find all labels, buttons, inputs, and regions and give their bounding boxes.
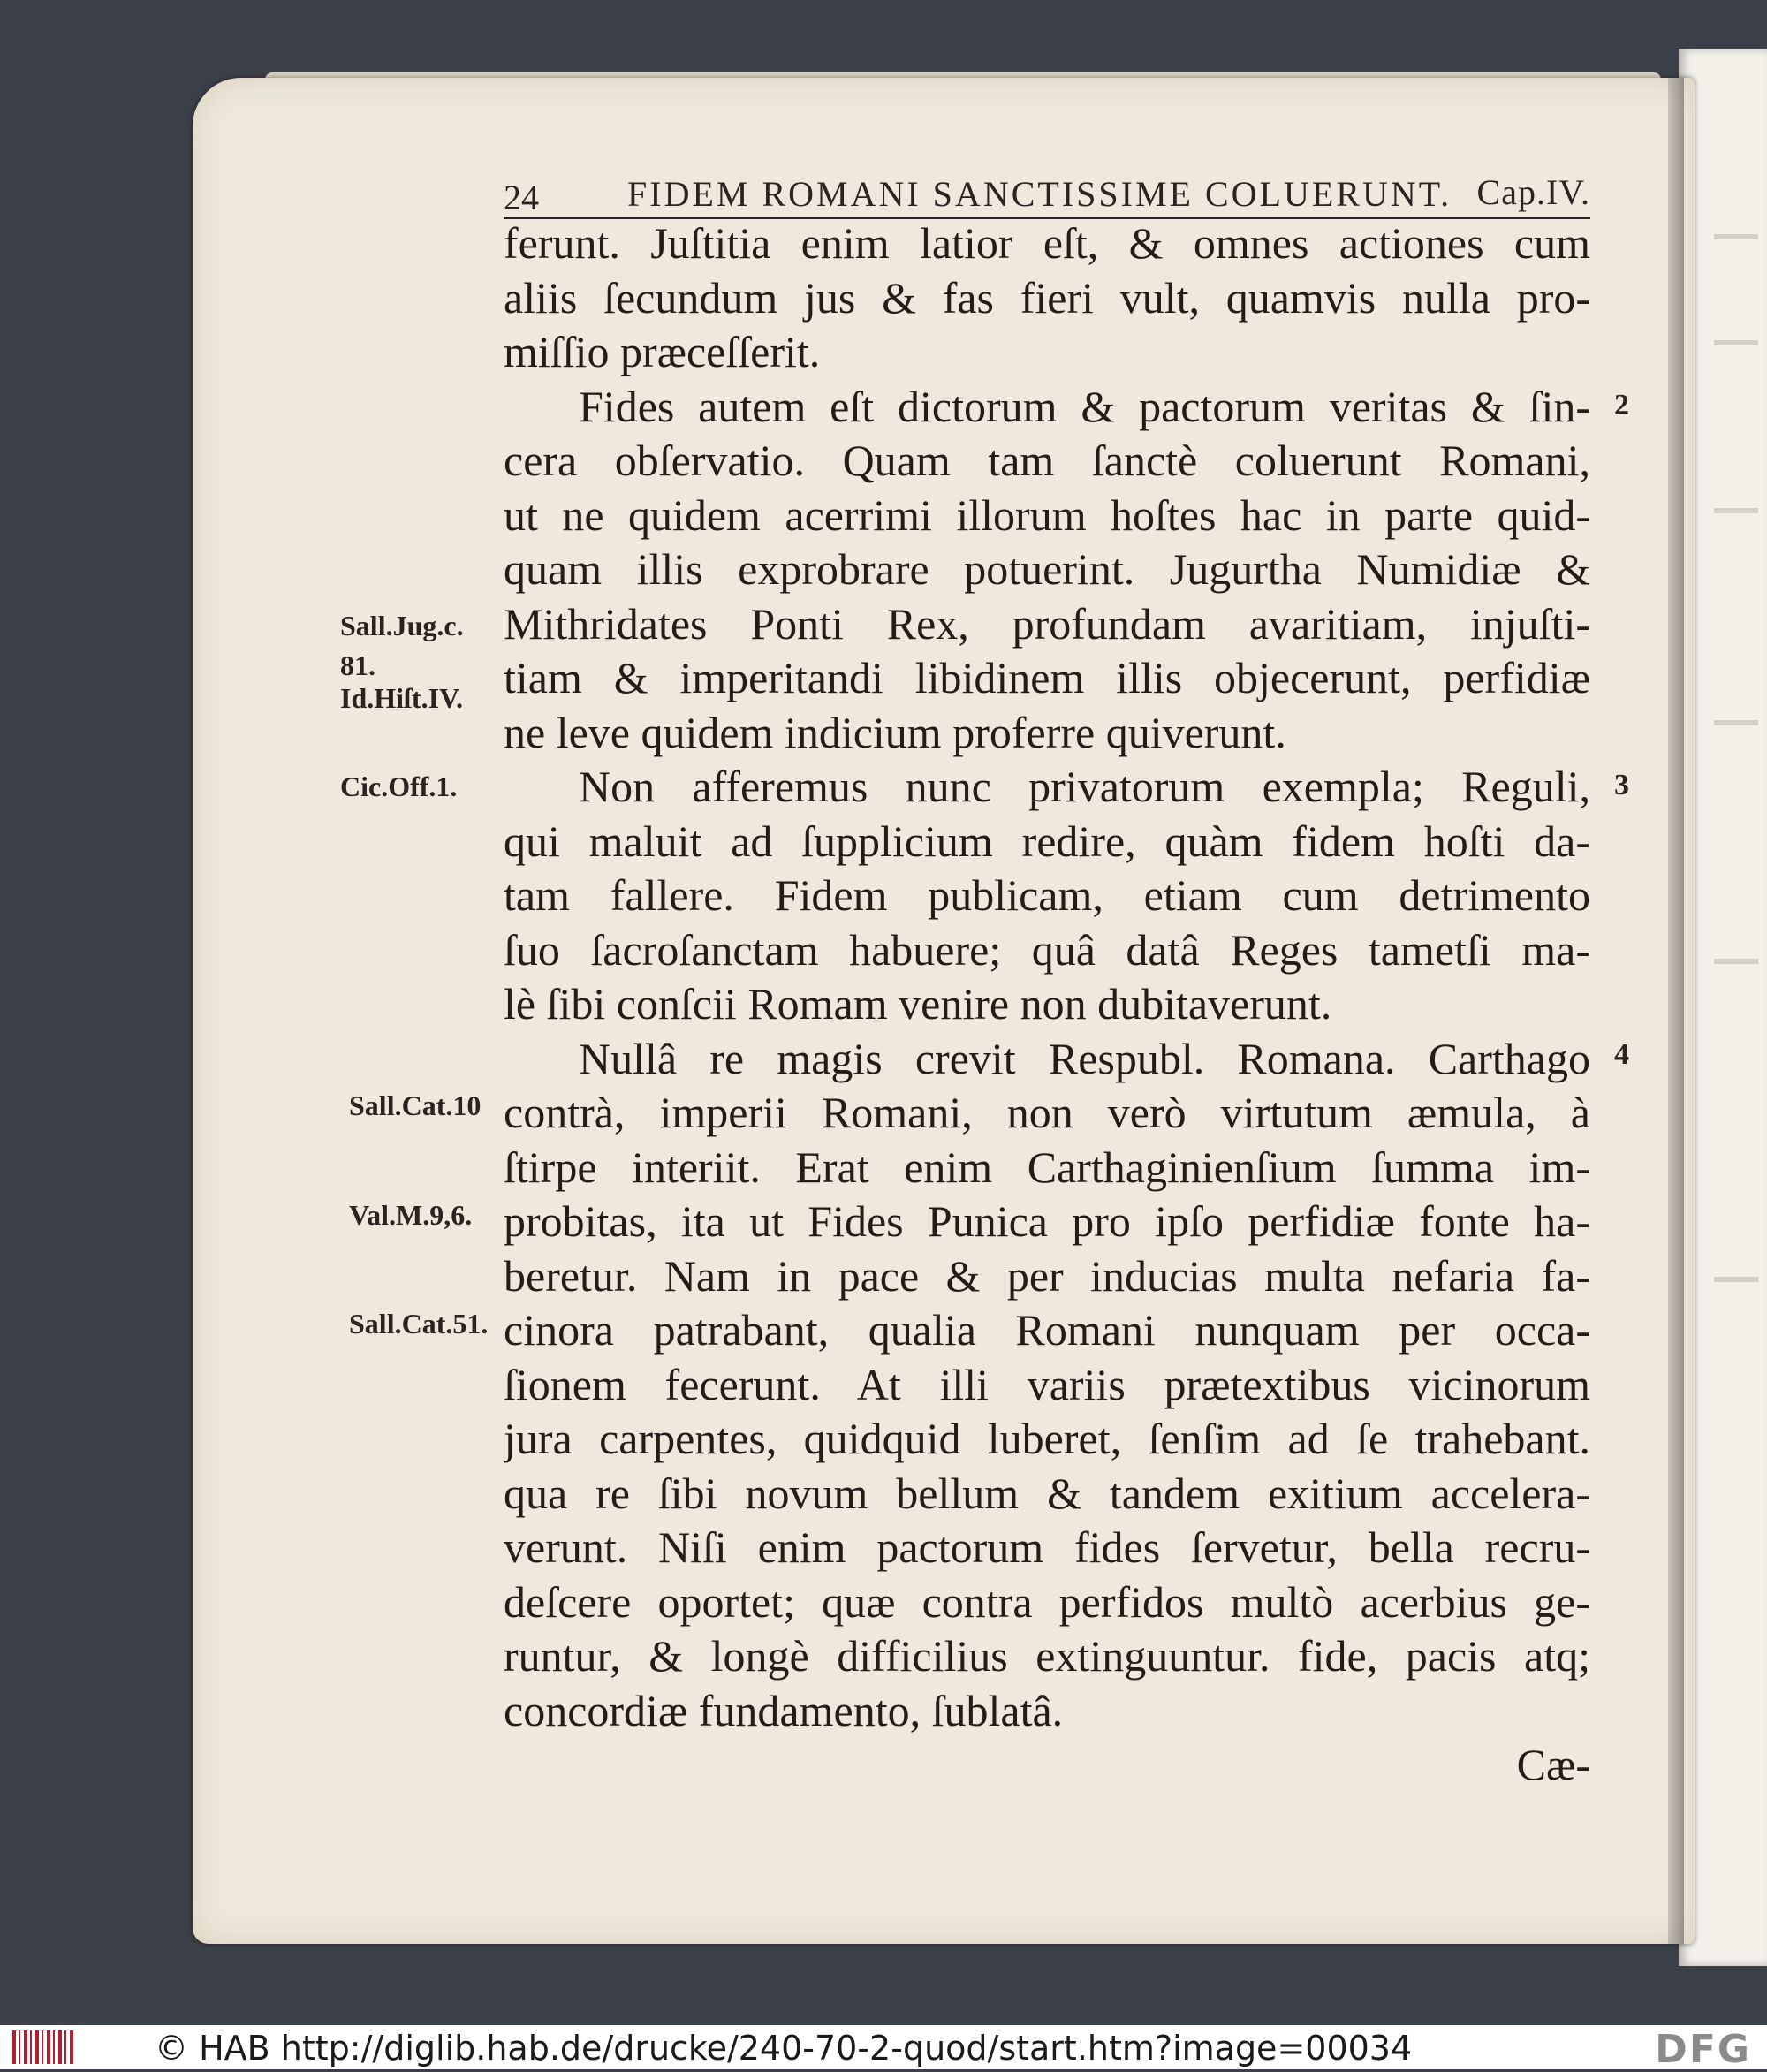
text-line: deſcere oportet; quæ contra perfidos multò acerbius ge-	[504, 1576, 1590, 1627]
bleed-through-mark	[1714, 1277, 1758, 1282]
text-line: probitas, ita ut Fides Punica pro ipſo perfidiæ fonte ha-	[504, 1196, 1590, 1246]
text-line: Non afferemus nunc privatorum exempla; Reguli,	[579, 762, 1590, 811]
text-line: beretur. Nam in pace & per inducias multa nefaria fa-	[504, 1250, 1590, 1301]
text-line: miſſio præceſſerit.	[504, 327, 821, 376]
gutter-shadow	[1668, 78, 1684, 1944]
bleed-through-mark	[1714, 720, 1758, 725]
bleed-through-mark	[1714, 340, 1758, 345]
text-line: cera obſervatio. Quam tam ſanctè coluerunt Romani,	[504, 436, 1590, 485]
bleed-through-mark	[1714, 508, 1758, 513]
text-line: aliis ſecundum jus & fas fieri vult, quamvis nulla pro-	[504, 272, 1590, 323]
bleed-through-mark	[1714, 959, 1758, 964]
text-line: qui maluit ad ſupplicium redire, quàm fidem hoſti da-	[504, 816, 1590, 866]
text-line: ſtirpe interiit. Erat enim Carthaginienſium ſumma im-	[504, 1142, 1590, 1192]
source-credit-link[interactable]: © HAB http://diglib.hab.de/drucke/240-70-2-quod/start.htm?image=00034	[155, 2029, 1413, 2068]
text-line: ut ne quidem acerrimi illorum hoſtes hac in parte quid-	[504, 490, 1590, 540]
body-text	[504, 216, 1590, 1793]
margin-note: 81.	[340, 649, 375, 681]
text-line: Fides autem eſt dictorum & pactorum veritas & ſin-	[579, 381, 1590, 431]
footer-bar	[0, 2025, 1767, 2072]
margin-note: Sall.Jug.c.	[340, 610, 464, 641]
text-line: ſionem fecerunt. At illi variis prætextibus vicinorum	[504, 1359, 1590, 1409]
text-line: ne leve quidem indicium proferre quiverunt.	[504, 707, 1286, 757]
text-line: cinora patrabant, qualia Romani nunquam per occa-	[504, 1305, 1590, 1355]
text-line: runtur, & longè difficilius extinguuntur. fide, pacis atq;	[504, 1631, 1590, 1681]
dfg-logo: DFG	[1655, 2027, 1751, 2072]
running-title: FIDEM ROMANI SANCTISSIME COLUERUNT.	[627, 174, 1452, 214]
section-number: 3	[1614, 769, 1629, 801]
chapter-label: Cap.IV.	[1476, 172, 1590, 212]
barcode-icon	[12, 2030, 74, 2064]
margin-note: Id.Hiſt.IV.	[340, 682, 464, 714]
text-line: concordiæ fundamento, ſublatâ.	[504, 1685, 1064, 1735]
text-line: tam fallere. Fidem publicam, etiam cum detrimento	[504, 870, 1590, 920]
text-line: contrà, imperii Romani, non verò virtutum æmula, à	[504, 1088, 1590, 1137]
section-number: 2	[1614, 389, 1629, 421]
running-header	[504, 168, 1590, 221]
text-line: tiam & imperitandi libidinem illis objecerunt, perfidiæ	[504, 653, 1590, 702]
bleed-through-mark	[1714, 234, 1758, 239]
margin-note: Sall.Cat.51.	[349, 1308, 489, 1340]
text-line: qua re ſibi novum bellum & tandem exitium accelera-	[504, 1468, 1590, 1518]
page-number: 24	[504, 178, 539, 217]
text-line: verunt. Niſi enim pactorum fides ſervetur, bella recru-	[504, 1522, 1590, 1572]
text-line: jura carpentes, quidquid luberet, ſenſim ad ſe trahebant.	[504, 1414, 1590, 1463]
text-line: ferunt. Juſtitia enim latior eſt, & omnes actiones cum	[504, 218, 1590, 268]
text-line: ſuo ſacroſanctam habuere; quâ datâ Reges tametſi ma-	[504, 924, 1590, 975]
catchword: Cæ-	[1516, 1740, 1590, 1789]
margin-note: Sall.Cat.10	[349, 1089, 482, 1121]
text-line: lè ſibi conſcii Romam venire non dubitaverunt.	[504, 979, 1332, 1028]
section-number: 4	[1614, 1038, 1629, 1071]
text-line: Mithridates Ponti Rex, profundam avaritiam, injuſti-	[504, 598, 1590, 649]
text-line: quam illis exprobrare potuerint. Jugurtha Numidiæ &	[504, 544, 1590, 594]
text-line: Nullâ re magis crevit Respubl. Romana. Carthago	[579, 1033, 1590, 1083]
margin-note: Val.M.9,6.	[349, 1199, 473, 1231]
margin-note: Cic.Off.1.	[340, 770, 458, 802]
